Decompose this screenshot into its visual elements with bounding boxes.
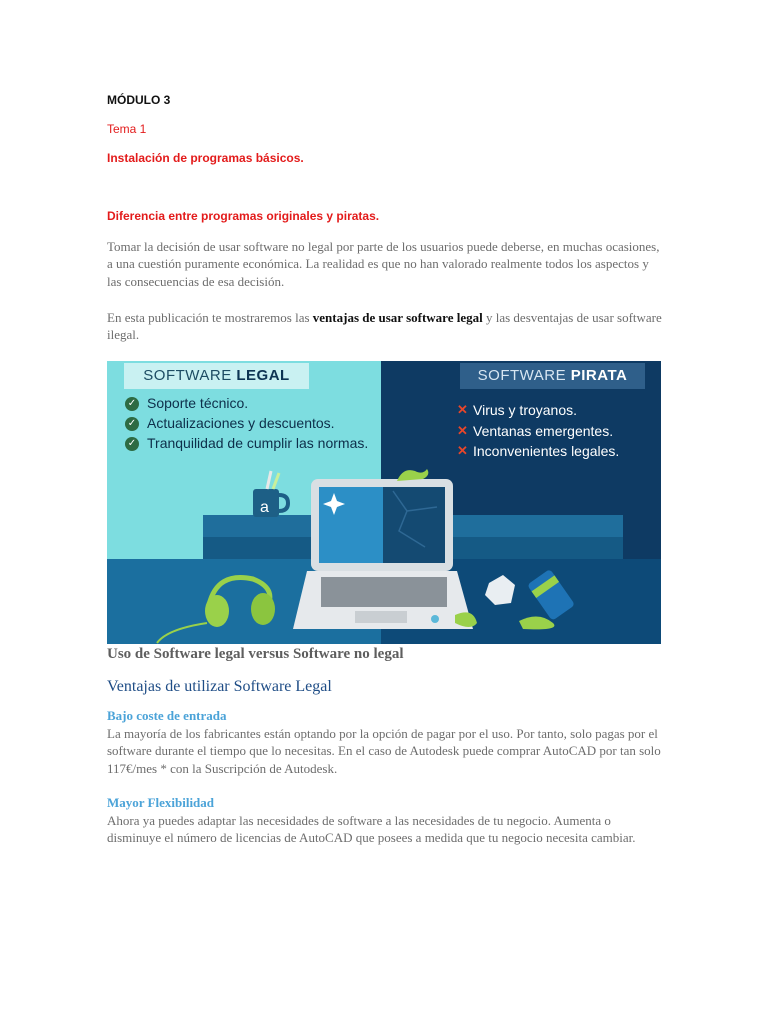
legal-benefit-text: Tranquilidad de cumplir las normas. bbox=[147, 435, 369, 451]
legal-benefit-text: Soporte técnico. bbox=[147, 395, 249, 411]
intro-paragraph-2 bbox=[107, 309, 663, 344]
advantage-title: Bajo coste de entrada bbox=[107, 708, 227, 723]
x-icon: ✕ bbox=[457, 402, 468, 417]
pirate-drawback-item bbox=[457, 400, 657, 421]
x-icon: ✕ bbox=[457, 422, 468, 438]
x-icon: ✕ bbox=[457, 443, 468, 458]
legal-benefit-text: Actualizaciones y descuentos. bbox=[147, 415, 335, 431]
check-icon: ✓ bbox=[125, 417, 139, 431]
mug-letter: a bbox=[260, 499, 269, 516]
pirate-drawback-item bbox=[457, 421, 657, 442]
section-heading: Diferencia entre programas originales y piratas. bbox=[107, 209, 380, 223]
legal-benefit-item bbox=[125, 413, 375, 433]
legal-tag-bold: LEGAL bbox=[236, 367, 290, 384]
mug-illustration bbox=[253, 471, 288, 517]
advantages-heading: Ventajas de utilizar Software Legal bbox=[107, 678, 332, 695]
intro-text-after: y las desventajas de usar software ilegal. bbox=[107, 310, 662, 343]
legal-vs-pirate-infographic bbox=[107, 361, 661, 644]
check-icon: ✓ bbox=[125, 397, 139, 411]
advantage-title: Mayor Flexibilidad bbox=[107, 795, 215, 810]
intro-text-bold: ventajas de usar software legal bbox=[312, 310, 483, 325]
image-caption: Uso de Software legal versus Software no legal bbox=[107, 646, 404, 662]
check-icon: ✓ bbox=[125, 437, 139, 451]
advantage-text: La mayoría de los fabricantes están optando por la opción de pagar por el uso. Por tanto, solo pagas por el software durante el tiempo que lo necesitas. En el caso de Autodesk puede comprar AutoCAD por tan solo 117€/mes * con la Suscripción de Autodesk. bbox=[107, 726, 661, 776]
legal-benefit-item bbox=[125, 433, 375, 453]
legal-tag bbox=[124, 363, 309, 389]
intro-text-before: En esta publicación te mostraremos las bbox=[107, 310, 313, 325]
legal-benefit-item bbox=[125, 393, 375, 413]
module-heading: MÓDULO 3 bbox=[107, 93, 171, 107]
pirate-drawback-text: Inconvenientes legales. bbox=[473, 443, 620, 459]
pirate-tag-bold: PIRATA bbox=[570, 367, 628, 384]
legal-benefits-list bbox=[125, 393, 375, 453]
pirate-drawback-text: Virus y troyanos. bbox=[473, 402, 578, 418]
pirate-drawbacks-list bbox=[457, 400, 657, 462]
legal-tag-light: SOFTWARE bbox=[143, 367, 237, 384]
intro-paragraph: Tomar la decisión de usar software no legal por parte de los usuarios puede deberse, en muchas ocasiones, a una cuestión puramente económica. La realidad es que no han valorado realmente todos los aspectos y las consecuencias de esa decisión. bbox=[107, 239, 660, 289]
laptop-illustration bbox=[293, 469, 477, 629]
topic-heading: Tema 1 bbox=[107, 122, 147, 136]
page-title: Instalación de programas básicos. bbox=[107, 151, 304, 165]
advantage-text: Ahora ya puedes adaptar las necesidades de software a las necesidades de tu negocio. Aumenta o disminuye el número de licencias de AutoCAD que posees a medida que tu negocio necesita cambiar. bbox=[107, 813, 636, 846]
pirate-tag-light: SOFTWARE bbox=[477, 367, 571, 384]
pirate-drawback-item bbox=[457, 441, 657, 462]
pirate-drawback-text: Ventanas emergentes. bbox=[473, 422, 614, 439]
pirate-tag bbox=[460, 363, 645, 389]
